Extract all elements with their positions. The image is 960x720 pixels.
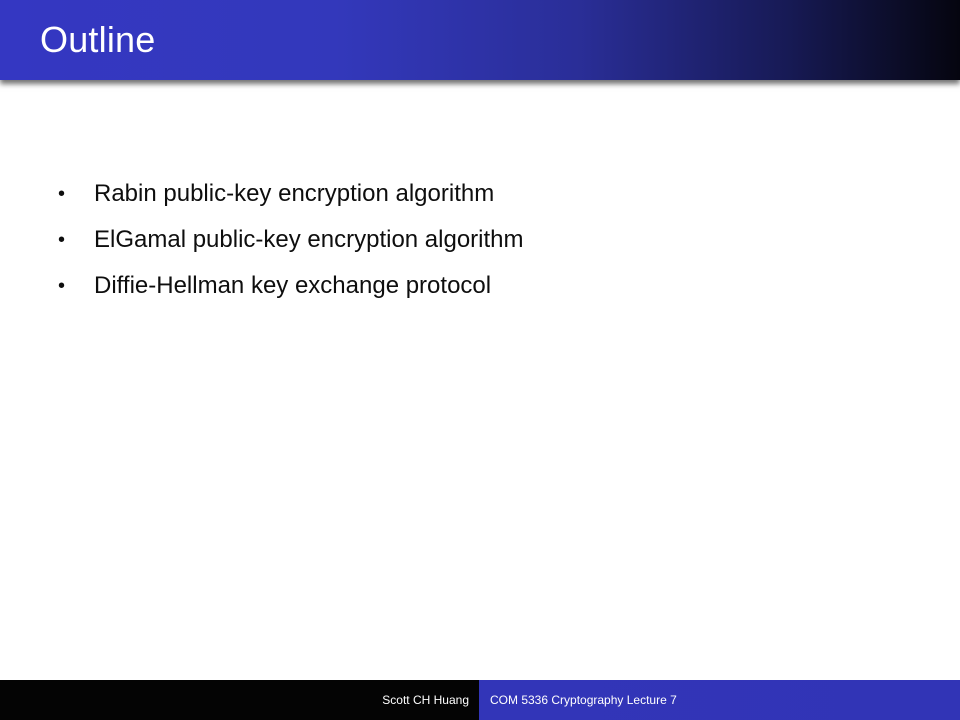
slide-title: Outline <box>40 19 156 60</box>
bullet-text: Diffie-Hellman key exchange protocol <box>94 272 492 299</box>
bullet-text: Rabin public-key encryption algorithm <box>94 180 495 207</box>
bullet-marker: • <box>58 229 66 251</box>
title-bar <box>0 0 960 80</box>
footer-author-panel <box>0 680 479 720</box>
bullet-marker: • <box>58 183 66 205</box>
footer-author: Scott CH Huang <box>382 693 469 707</box>
slide-footer <box>0 680 960 720</box>
footer-course-panel <box>479 680 960 720</box>
bullet-marker: • <box>58 275 66 297</box>
bullet-text: ElGamal public-key encryption algorithm <box>94 226 524 253</box>
footer-course-title: COM 5336 Cryptography Lecture 7 <box>490 693 677 707</box>
